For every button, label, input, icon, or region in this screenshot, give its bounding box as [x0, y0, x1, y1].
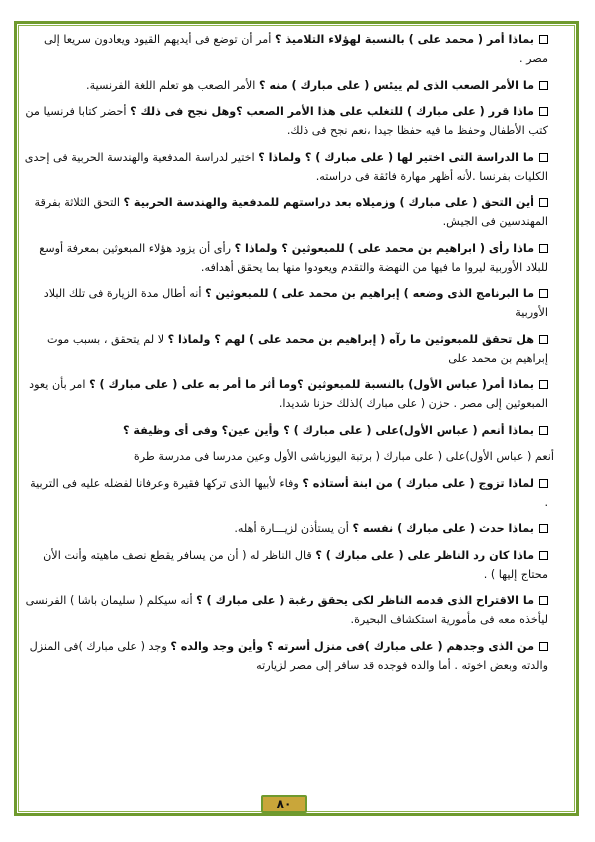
- question: بماذا أمر ( محمد على ) بالنسبة لهؤلاء التلاميذ ؟: [274, 33, 534, 46]
- qa-item: [24, 239, 548, 277]
- checkbox-icon: [539, 244, 548, 253]
- checkbox-icon: [539, 153, 548, 162]
- qa-item: [24, 375, 548, 413]
- qa-item: [24, 148, 548, 186]
- checkbox-icon: [539, 35, 548, 44]
- question: ماذا كان رد الناظر على ( على مبارك ) ؟: [315, 548, 534, 562]
- qa-item: [24, 76, 548, 95]
- answer: قال الناظر له ( أن من يسافر يقطع نصف ماهيته وأنت الأن محتاج إليها ) .: [43, 548, 548, 581]
- qa-item: [24, 102, 548, 140]
- answer: وفاء لأبيها الذى تركها فقيرة وعرفانا لفضله عليه فى التربية .: [30, 476, 548, 509]
- question: لماذا تزوج ( على مبارك ) من ابنة أستاذه ؟: [302, 476, 534, 490]
- question: من الذى وجدهم ( على مبارك )فى منزل أسرته ؟ وأين وجد والده ؟: [170, 639, 534, 653]
- question: بماذا أنعم ( عباس الأول)على ( على مبارك ) ؟ وأين عين؟ وفى أى وظيفة ؟: [123, 423, 534, 437]
- checkbox-icon: [539, 335, 548, 344]
- answer: لا لم يتحقق ، بسبب موت إبراهيم بن محمد على: [46, 332, 548, 365]
- page-number: ٨٠: [261, 795, 307, 813]
- qa-item: [24, 284, 548, 322]
- answer: التحق الثلاثة بفرقة المهندسين فى الجيش.: [34, 196, 548, 228]
- checkbox-icon: [539, 81, 548, 90]
- qa-item: [24, 519, 548, 538]
- checkbox-icon: [539, 426, 548, 435]
- answer: أن يستأذن لزيـــارة أهله.: [234, 522, 349, 535]
- question: ماذا قرر ( على مبارك ) للتغلب على هذا الأمر الصعب ؟وهل نجح فى ذلك ؟: [130, 105, 534, 118]
- question: ما الاقتراح الذى قدمه الناظر لكى يحقق رغبة ( على مبارك ) ؟: [196, 594, 534, 607]
- checkbox-icon: [539, 596, 548, 605]
- checkbox-icon: [539, 524, 548, 533]
- answer: أحضر كتابا فرنسيا من كتب الأطفال وحفظ ما فيه حفظا جيدا ،نعم نجح فى ذلك.: [25, 105, 548, 137]
- answer: أمر أن توضع فى أيديهم القيود ويعادون سريعا إلى مصر .: [43, 33, 548, 65]
- answer: امر بأن يعود المبعوثين إلى مصر . حزن ( على مبارك )لذلك حزنا شديدا.: [29, 378, 548, 410]
- qa-item: [24, 546, 548, 584]
- qa-item: [24, 591, 548, 629]
- question: أين التحق ( على مبارك ) وزميلاه بعد دراستهم للمدفعية والهندسة الحربية ؟: [123, 196, 534, 209]
- answer: وجد ( على مبارك )فى المنزل والدته وبعض اخوته . أما والده فوجده قد سافر إلى مصر لزيارته: [29, 639, 548, 672]
- checkbox-icon: [539, 642, 548, 651]
- qa-item: [24, 474, 548, 512]
- qa-item: [24, 193, 548, 231]
- qa-item: [24, 421, 548, 440]
- qa-item: [24, 30, 548, 68]
- checkbox-icon: [539, 107, 548, 116]
- question: هل تحقق للمبعوثين ما رآه ( إبراهيم بن محمد على ) لهم ؟ ولماذا ؟: [167, 332, 534, 346]
- question: ما الدراسة التى اختير لها ( على مبارك ) ؟ ولماذا ؟: [258, 150, 534, 164]
- checkbox-icon: [539, 551, 548, 560]
- question: ماذا رأى ( ابراهيم بن محمد على ) للمبعوثين ؟ ولماذا ؟: [234, 241, 534, 255]
- question: ما البرنامج الذى وضعه ) إبراهيم بن محمد على ) للمبعوثين ؟: [205, 287, 534, 300]
- qa-list: [24, 30, 554, 682]
- checkbox-icon: [539, 479, 548, 488]
- answer-line: أنعم ( عباس الأول)على ( على مبارك ( برتبة اليوزباشى الأول وعين مدرسا فى مدرسة طرة: [133, 450, 554, 463]
- question: بماذا أمر( عباس الأول) بالنسبة للمبعوثين ؟وما أثر ما أمر به على ( على مبارك ) ؟: [89, 378, 534, 391]
- qa-item: [24, 637, 548, 675]
- question: بماذا حدث ( على مبارك ) نفسه ؟: [352, 522, 534, 535]
- answer: الأمر الصعب هو تعلم اللغة الفرنسية.: [86, 78, 256, 92]
- answer: رأى أن يزود هؤلاء المبعوثين بمعرفة أوسع للبلاد الأوربية ليروا ما فيها من النهضة والتقدم ويعودوا منها بما يحقق أهدافه.: [39, 241, 548, 274]
- checkbox-icon: [539, 289, 548, 298]
- checkbox-icon: [539, 380, 548, 389]
- answer: اختير لدراسة المدفعية والهندسة الحربية فى إحدى الكليات بفرنسا .لأنه أظهر مهارة فائقة فى دراسته.: [24, 150, 548, 183]
- answer: أنه أطال مدة الزيارة فى تلك البلاد الأوربية: [43, 287, 548, 319]
- answer: أنه سيكلم ( سليمان باشا ) الفرنسى ليأخذه معه فى مأمورية استكشاف البحيرة.: [25, 594, 548, 626]
- question: ما الأمر الصعب الذى لم ييئس ( على مبارك ) منه ؟: [258, 78, 534, 92]
- qa-item: [24, 330, 548, 368]
- checkbox-icon: [539, 198, 548, 207]
